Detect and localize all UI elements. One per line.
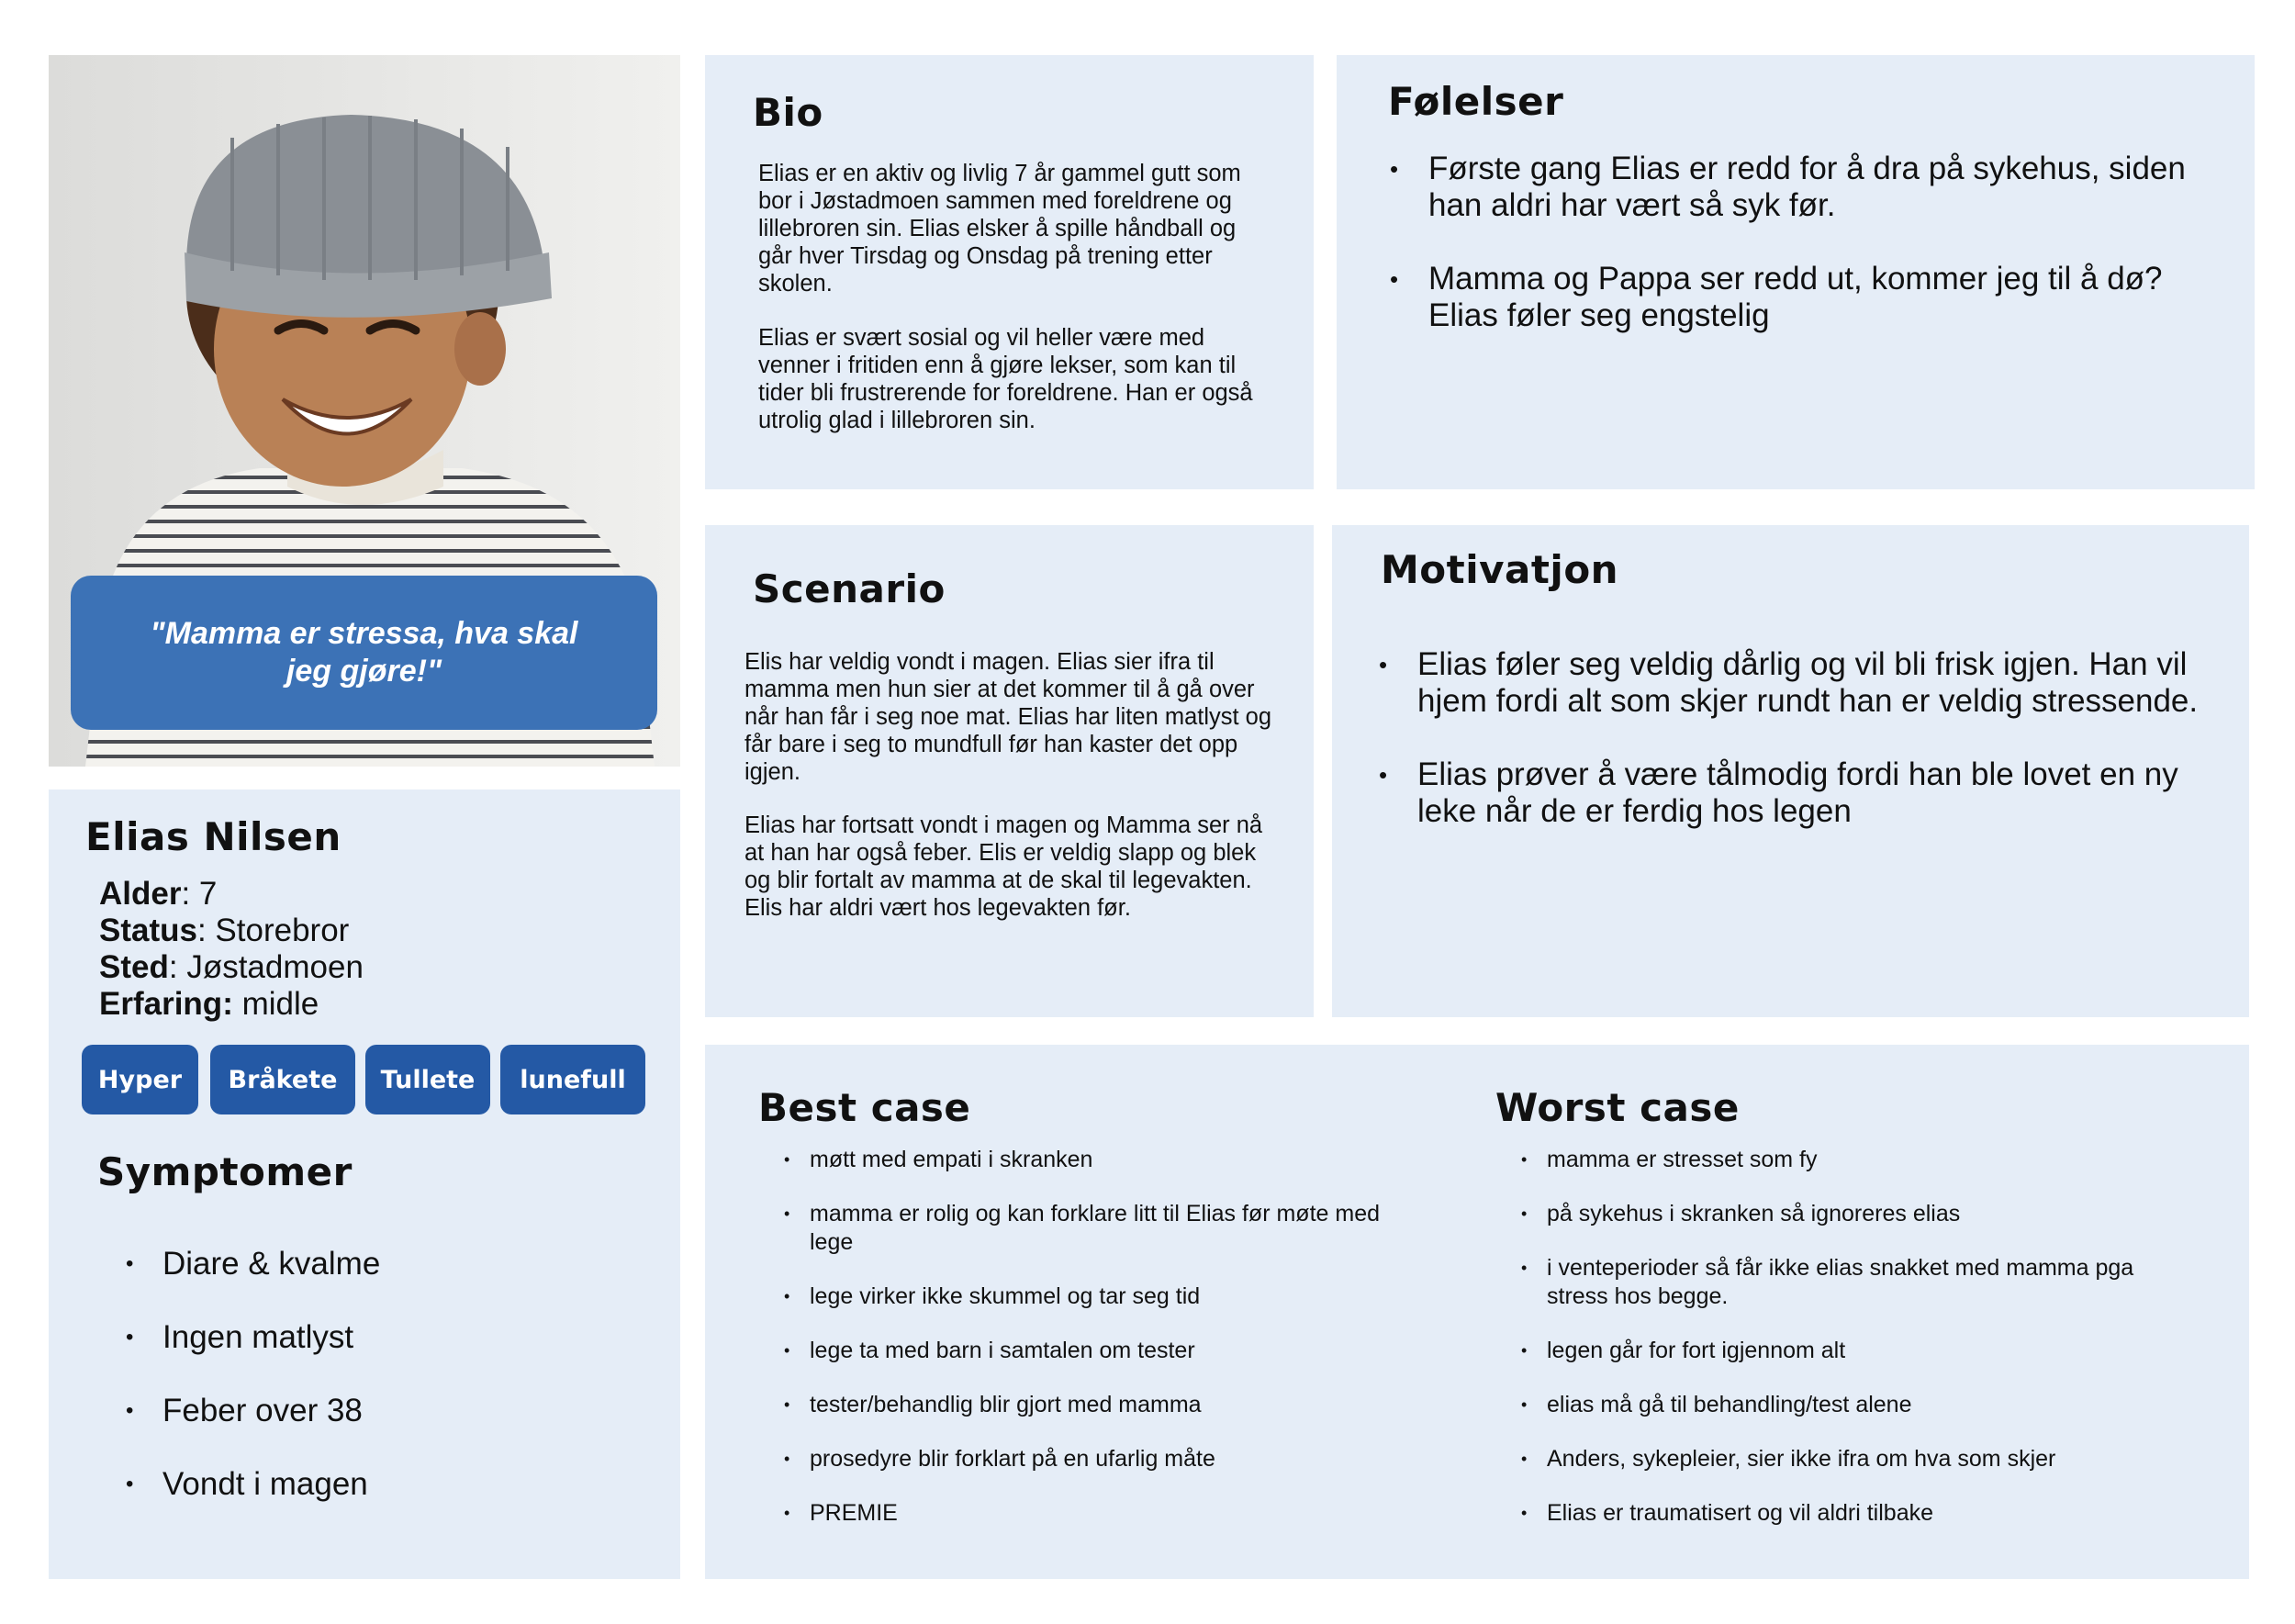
worst-case-list — [1521, 1146, 2164, 1553]
list-item: • legen går for fort igjennom alt — [1521, 1337, 2164, 1365]
scenario-paragraph: Elis har veldig vondt i magen. Elias sier ifra til mamma men hun sier at det kommer til å gå over når han får i seg noe mat. Elias har liten matlyst og får bare i seg to mundfull før han kaster det opp igjen. — [744, 649, 1272, 785]
trait-tag: lunefull — [500, 1045, 645, 1114]
detail-label: Alder — [99, 876, 182, 912]
list-item: • Mamma og Pappa ser redd ut, kommer jeg til å dø? Elias føler seg engstelig — [1386, 261, 2231, 334]
detail-experience — [99, 986, 319, 1023]
list-item: • PREMIE — [784, 1499, 1381, 1528]
list-item: • Ingen matlyst — [126, 1319, 640, 1356]
detail-sep: : — [196, 913, 207, 948]
list-item: • lege ta med barn i samtalen om tester — [784, 1337, 1381, 1365]
quote-banner: "Mamma er stressa, hva skal jeg gjøre!" — [71, 576, 657, 730]
list-item: • Elias prøver å være tålmodig fordi han ble lovet en ny leke når de er ferdig hos legen — [1375, 756, 2229, 830]
trait-tag: Bråkete — [210, 1045, 355, 1114]
motivation-list — [1375, 646, 2229, 867]
list-item: • i venteperioder så får ikke elias snakket med mamma pga stress hos begge. — [1521, 1254, 2164, 1311]
feelings-heading: Følelser — [1388, 79, 1564, 124]
list-item: • prosedyre blir forklart på en ufarlig måte — [784, 1445, 1381, 1473]
motivation-heading: Motivatjon — [1381, 547, 1619, 592]
detail-sep: : — [168, 949, 178, 985]
list-item: • Anders, sykepleier, sier ikke ifra om hva som skjer — [1521, 1445, 2164, 1473]
list-item: • Første gang Elias er redd for å dra på sykehus, siden han aldri har vært så syk før. — [1386, 151, 2231, 224]
trait-tag: Hyper — [82, 1045, 198, 1114]
list-item: • Elias er traumatisert og vil aldri tilbake — [1521, 1499, 2164, 1528]
detail-value: 7 — [190, 876, 218, 912]
list-item: • lege virker ikke skummel og tar seg tid — [784, 1282, 1381, 1311]
symptoms-list — [126, 1246, 640, 1540]
list-item: • Elias føler seg veldig dårlig og vil bli frisk igjen. Han vil hjem fordi alt som skjer rundt han er veldig stressende. — [1375, 646, 2229, 720]
list-item: • elias må gå til behandling/test alene — [1521, 1391, 2164, 1419]
list-item: • Vondt i magen — [126, 1466, 640, 1503]
bio-paragraph: Elias er en aktiv og livlig 7 år gammel gutt som bor i Jøstadmoen sammen med foreldrene og lillebroren sin. Elias elsker å spille håndball og går hver Tirsdag og Onsdag på trening etter skolen. — [758, 161, 1241, 297]
detail-label: Sted — [99, 949, 169, 985]
feelings-list — [1386, 151, 2231, 371]
detail-value: midle — [232, 986, 319, 1022]
detail-value: Jøstadmoen — [177, 949, 364, 985]
scenario-paragraph: Elias har fortsatt vondt i magen og Mamma ser nå at han har også feber. Elis er veldig slapp og blek og blir fortalt av mamma at de skal til legevakten. Elis har aldri vært hos legevakten før. — [744, 812, 1263, 921]
list-item: • mamma er stresset som fy — [1521, 1146, 2164, 1174]
list-item: • mamma er rolig og kan forklare litt til Elias før møte med lege — [784, 1200, 1381, 1257]
detail-sep: : — [181, 876, 191, 912]
profile-name: Elias Nilsen — [85, 814, 341, 859]
list-item: • på sykehus i skranken så ignoreres elias — [1521, 1200, 2164, 1228]
list-item: • tester/behandlig blir gjort med mamma — [784, 1391, 1381, 1419]
detail-age — [99, 876, 217, 913]
detail-value: Storebror — [206, 913, 350, 948]
best-case-heading: Best case — [758, 1085, 971, 1130]
bio-paragraph: Elias er svært sosial og vil heller være med venner i fritiden enn å gjøre lekser, som kan til tider bli frustrerende for foreldrene. Han er også utrolig glad i lillebroren sin. — [758, 325, 1253, 433]
bio-heading: Bio — [753, 90, 823, 135]
scenario-heading: Scenario — [753, 566, 946, 611]
list-item: • Diare & kvalme — [126, 1246, 640, 1282]
list-item: • møtt med empati i skranken — [784, 1146, 1381, 1174]
detail-label: Erfaring: — [99, 986, 233, 1022]
detail-label: Status — [99, 913, 197, 948]
symptoms-heading: Symptomer — [97, 1149, 353, 1194]
trait-tag: Tullete — [365, 1045, 490, 1114]
best-case-list — [784, 1146, 1381, 1553]
detail-status — [99, 913, 349, 949]
list-item: • Feber over 38 — [126, 1393, 640, 1429]
detail-place — [99, 949, 364, 986]
worst-case-heading: Worst case — [1495, 1085, 1740, 1130]
